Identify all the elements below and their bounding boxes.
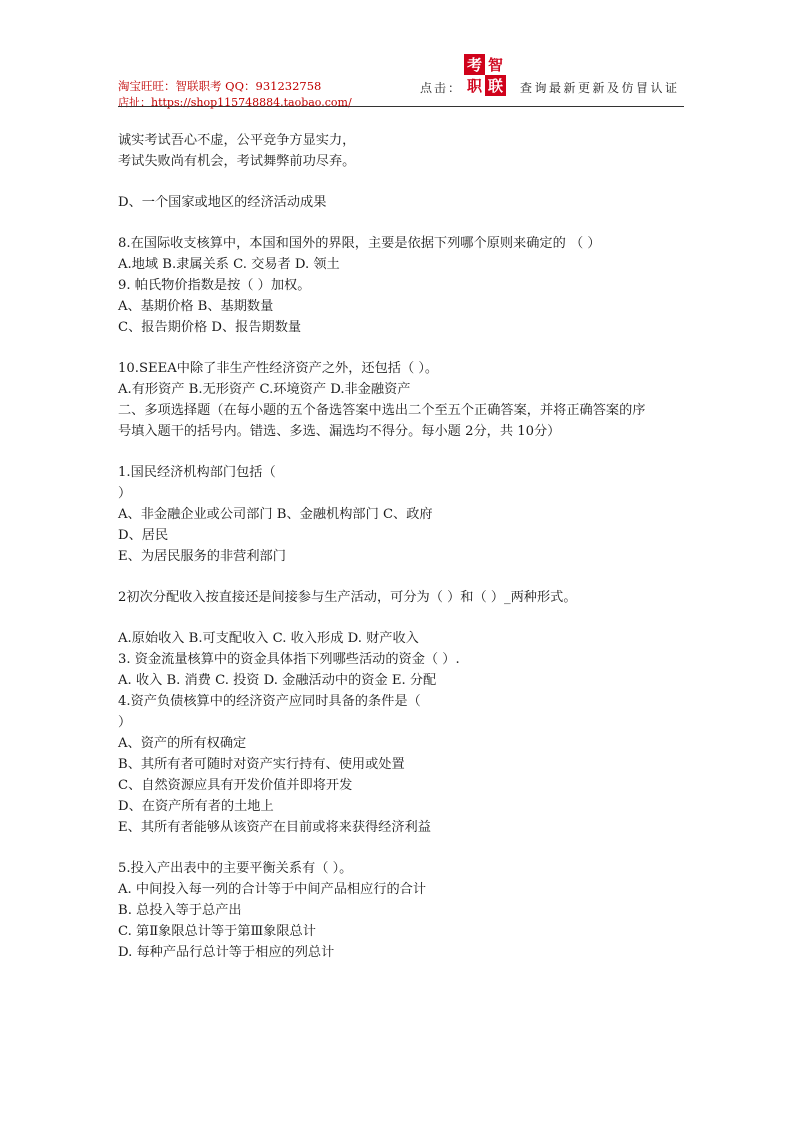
logo-char-3: 职	[466, 77, 483, 95]
text-line: B. 总投入等于总产出	[118, 903, 242, 918]
text-line: 5.投入产出表中的主要平衡关系有（ ）。	[118, 861, 353, 876]
blank-line	[118, 213, 688, 233]
text-line: 9. 帕氏物价指数是按（ ）加权。	[118, 278, 311, 293]
shop-contact: 淘宝旺旺：智联职考 QQ：931232758	[118, 79, 322, 93]
text-line: 4.资产负债核算中的经济资产应同时具备的条件是（	[118, 694, 421, 709]
logo-char-2: 智	[487, 56, 504, 74]
text-line: A. 收入 B. 消费 C. 投资 D. 金融活动中的资金 E. 分配	[118, 673, 437, 688]
text-line: 10.SEEA中除了非生产性经济资产之外，还包括（ ）。	[118, 361, 439, 376]
text-line: 考试失败尚有机会，考试舞弊前功尽弃。	[118, 154, 356, 169]
text-line: 1.国民经济机构部门包括（	[118, 465, 276, 480]
header-divider	[118, 106, 684, 107]
verify-text: 查询最新更新及仿冒认证	[520, 81, 680, 95]
text-line: ）	[118, 486, 132, 501]
text-line: ）	[118, 715, 132, 730]
text-line: E、其所有者能够从该资产在目前或将来获得经济利益	[118, 820, 431, 835]
text-line: B、其所有者可随时对资产实行持有、使用或处置	[118, 757, 405, 772]
text-line: D. 每种产品行总计等于相应的列总计	[118, 945, 335, 960]
logo-char-4: 联	[487, 77, 504, 95]
click-label: 点击：	[420, 81, 463, 95]
shop-url-link[interactable]: 店扯：https://shop115748884.taobao.com/	[118, 96, 352, 109]
text-line: A.地域 B.隶属关系 C. 交易者 D. 领土	[118, 257, 340, 272]
text-line: E、为居民服务的非营利部门	[118, 549, 286, 564]
text-line: C、报告期价格 D、报告期数量	[118, 320, 302, 335]
text-line: A、基期价格 B、基期数量	[118, 299, 274, 314]
text-line: 诚实考试吾心不虚，公平竞争方显实力，	[118, 133, 356, 148]
text-line: 2初次分配收入按直接还是间接参与生产活动，可分为（ ）和（ ）_两种形式。	[118, 590, 577, 605]
text-line: D、居民	[118, 528, 169, 543]
text-line: A. 中间投入每一列的合计等于中间产品相应行的合计	[118, 882, 427, 897]
text-line: C. 第Ⅱ象限总计等于第Ⅲ象限总计	[118, 924, 316, 939]
text-line: A、资产的所有权确定	[118, 736, 247, 751]
blank-line	[118, 608, 688, 628]
text-line: A.有形资产 B.无形资产 C.环境资产 D.非金融资产	[118, 382, 411, 397]
logo-char-1: 考	[466, 56, 483, 74]
text-line: D、一个国家或地区的经济活动成果	[118, 195, 327, 210]
document-body	[118, 130, 688, 963]
blank-line	[118, 567, 688, 587]
page-header	[118, 48, 684, 109]
zhilian-logo-icon[interactable]	[464, 54, 506, 96]
text-line: D、在资产所有者的土地上	[118, 799, 274, 814]
text-line: A、非金融企业或公司部门 B、金融机构部门 C、政府	[118, 507, 433, 522]
blank-line	[118, 442, 688, 462]
blank-line	[118, 338, 688, 358]
text-line: 3. 资金流量核算中的资金具体指下列哪些活动的资金（ ）.	[118, 652, 460, 667]
text-line: 号填入题干的括号内。错选、多选、漏选均不得分。每小题 2分，共 10分）	[118, 424, 561, 439]
text-line: A.原始收入 B.可支配收入 C. 收入形成 D. 财产收入	[118, 631, 419, 646]
blank-line	[118, 172, 688, 192]
text-line: 8.在国际收支核算中，本国和国外的界限，主要是依据下列哪个原则来确定的 （ ）	[118, 236, 601, 251]
text-line: 二、多项选择题（在每小题的五个备选答案中选出二个至五个正确答案，并将正确答案的序	[118, 403, 646, 418]
blank-line	[118, 838, 688, 858]
text-line: C、自然资源应具有开发价值并即将开发	[118, 778, 353, 793]
